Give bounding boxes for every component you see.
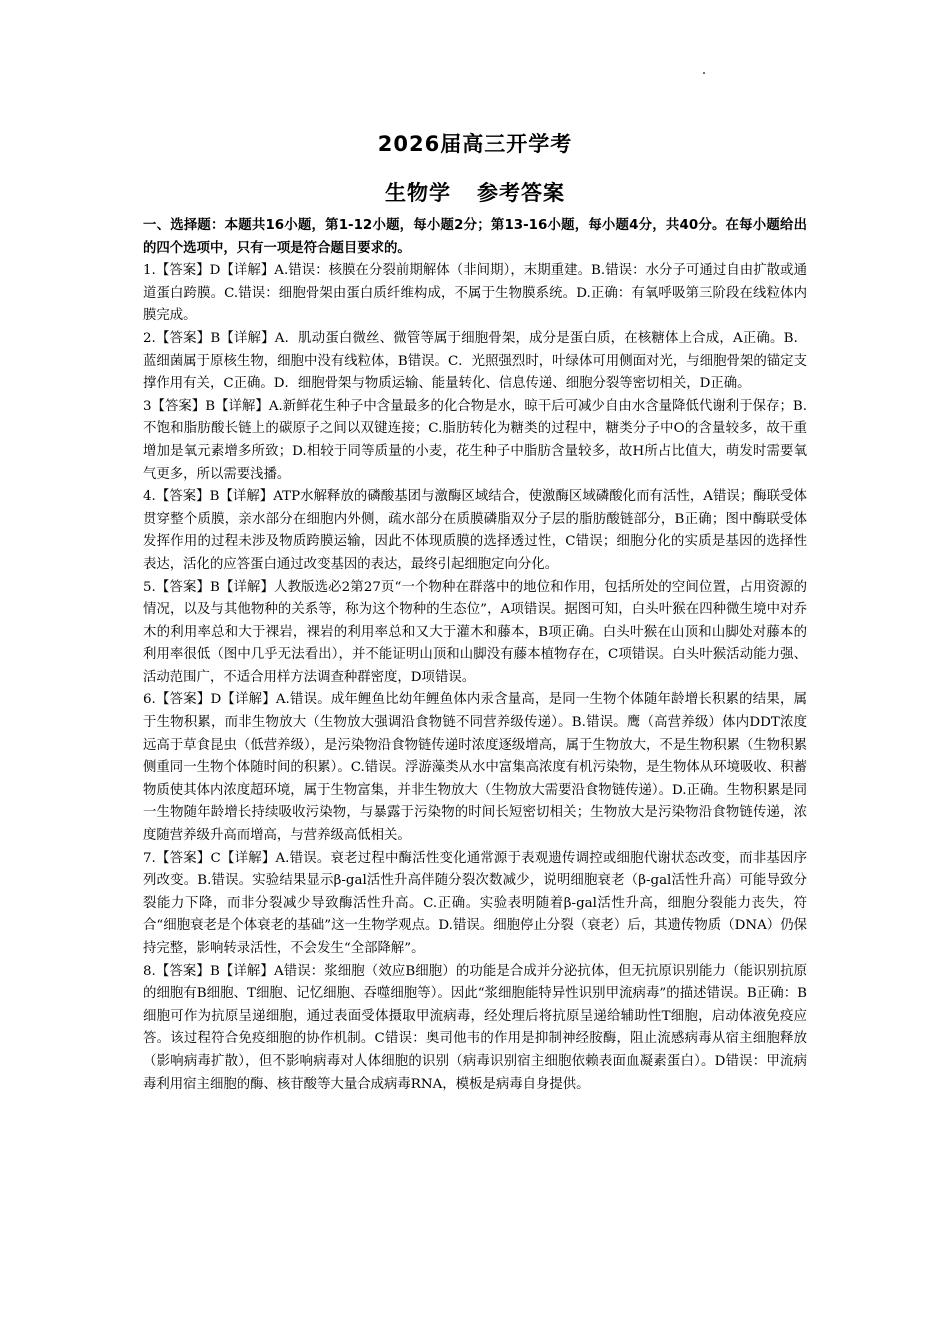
answer-item-3: 3【答案】B【详解】A.新鲜花生种子中含量最多的化合物是水，晾干后可减少自由水含量降低代谢利于保存；B.不饱和脂肪酸长链上的碳原子之间以双键连接；C.脂肪转化为糖类的过程中，糖类分子中O的含量较多，故干重增加是氧元素增多所致；D.相较于同等质量的小麦，花生种子中脂肪含量较多，故H所占比值大，萌发时需要氧气更多，所以需要浅播。 [143, 398, 807, 482]
answer-item-8: 8.【答案】B【详解】A错误：浆细胞（效应B细胞）的功能是合成并分泌抗体，但无抗原识别能力（能识别抗原的细胞有B细胞、T细胞、记忆细胞、吞噬细胞等）。因此“浆细胞能特异性识别甲流病毒”的描述错误。B正确：B细胞可作为抗原呈递细胞，通过表面受体摄取甲流病毒，经处理后将抗原呈递给辅助性T细胞，启动体液免疫应答。该过程符合免疫细胞的协作机制。C错误：奥司他韦的作用是抑制神经胺酶，阻止流感病毒从宿主细胞释放（影响病毒扩散），但不影响病毒对人体细胞的识别（病毒识别宿主细胞依赖表面血凝素蛋白）。D错误：甲流病毒利用宿主细胞的酶、核苷酸等大量合成病毒RNA，模板是病毒自身提供。 [143, 963, 807, 1092]
answer-item-7: 7.【答案】C【详解】A.错误。衰老过程中酶活性变化通常源于表观遗传调控或细胞代谢状态改变，而非基因序列改变。B.错误。实验结果显示β-gal活性升高伴随分裂次数减少，说明细胞衰老（β-gal活性升高）可能导致分裂能力下降，而非分裂减少导致酶活性升高。C.正确。实验表明随着β-gal活性升高，细胞分裂能力丧失，符合“细胞衰老是个体衰老的基础”这一生物学观点。D.错误。细胞停止分裂（衰老）后，其遗传物质（DNA）仍保持完整，影响转录活性，不会发生“全部降解”。 [143, 850, 807, 956]
answer-item-6: 6.【答案】D【详解】A.错误。成年鲤鱼比幼年鲤鱼体内汞含量高，是同一生物个体随年龄增长积累的结果，属于生物积累，而非生物放大（生物放大强调沿食物链不同营养级传递）。B.错误。鹰（高营养级）体内DDT浓度远高于草食昆虫（低营养级），是污染物沿食物链传递时浓度逐级增高，属于生物放大，不是生物积累（生物积累侧重同一生物个体随时间的积累）。C.错误。浮游藻类从水中富集高浓度有机污染物，是生物体从环境吸收、积蓄物质使其体内浓度超环境，属于生物富集，并非生物放大（生物放大需要沿食物链传递）。D.正确。生物积累是同一生物随年龄增长持续吸收污染物，与暴露于污染物的时间长短密切相关；生物放大是污染物沿食物链传递，浓度随营养级升高而增高，与营养级高低相关。 [143, 692, 807, 844]
answer-item-5: 5.【答案】B【详解】人教版选必2第27页“一个物种在群落中的地位和作用，包括所处的空间位置，占用资源的情况，以及与其他物种的关系等，称为这个物种的生态位”，A项错误。据图可知，白头叶猴在四种微生境中对乔木的利用率总和大于裸岩，裸岩的利用率总和又大于灌木和藤本，B项正确。白头叶猴在山顶和山脚处对藤本的利用率很低（图中几乎无法看出），并不能证明山顶和山脚没有藤本植物存在，C项错误。白头叶猴活动能力强、活动范围广，不适合用样方法调查种群密度，D项错误。 [143, 579, 807, 685]
subject-name: 生物学 [385, 181, 451, 205]
answer-key-label: 参考答案 [477, 181, 565, 205]
page-title: 2026届高三开学考 [377, 132, 573, 156]
answer-content [143, 215, 807, 1096]
page-subtitle [0, 177, 950, 207]
answer-item-1: 1.【答案】D【详解】A.错误：核膜在分裂前期解体（非间期），末期重建。B.错误：水分子可通过自由扩散或通道蛋白跨膜。C.错误：细胞骨架由蛋白质纤维构成，不属于生物膜系统。D.正确：有氧呼吸第三阶段在线粒体内膜完成。 [143, 263, 807, 324]
scan-dot [703, 72, 705, 74]
answer-item-2: 2.【答案】B【详解】A．肌动蛋白微丝、微管等属于细胞骨架，成分是蛋白质，在核糖体上合成，A正确。B．蓝细菌属于原核生物，细胞中没有线粒体，B错误。C．光照强烈时，叶绿体可用侧面对光，与细胞骨架的锚定支撑作用有关，C正确。D．细胞骨架与物质运输、能量转化、信息传递、细胞分裂等密切相关，D正确。 [143, 330, 807, 392]
answer-item-4: 4.【答案】B【详解】ATP水解释放的磷酸基团与激酶区域结合，使激酶区域磷酸化而有活性，A错误；酶联受体贯穿整个质膜，亲水部分在细胞内外侧，疏水部分在质膜磷脂双分子层的脂肪酸链部分，B正确；图中酶联受体发挥作用的过程未涉及物质跨膜运输，因此不体现质膜的选择透过性，C错误；细胞分化的实质是基因的选择性表达，活化的应答蛋白通过改变基因的表达，最终引起细胞定向分化。 [143, 489, 807, 572]
section-heading: 一、选择题：本题共16小题，第1-12小题，每小题2分；第13-16小题，每小题4分，共40分。在每小题给出的四个选项中，只有一项是符合题目要求的。 [143, 218, 807, 256]
